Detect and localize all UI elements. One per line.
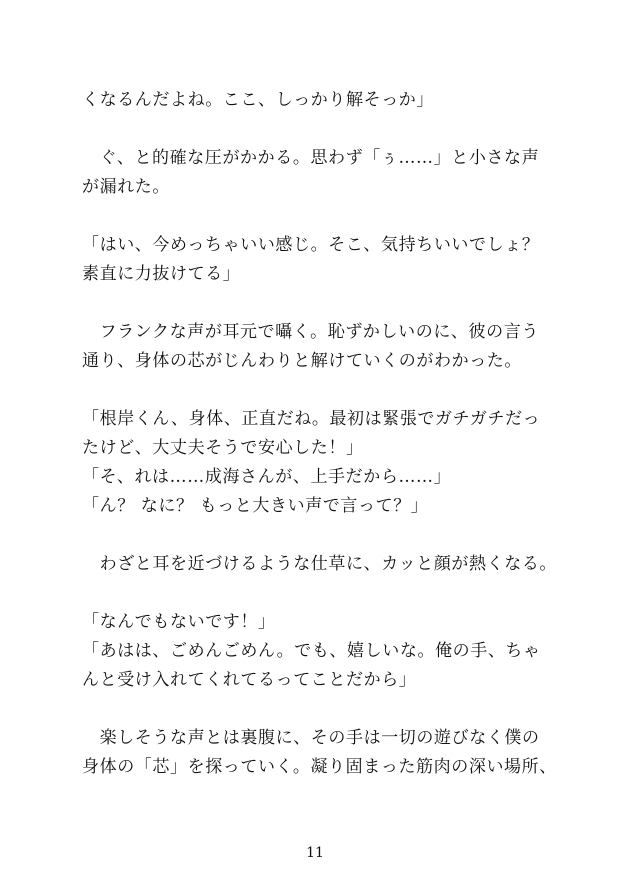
text-line: 楽しそうな声とは裏腹に、その手は一切の遊びなく僕の: [82, 728, 540, 748]
text-line: くなるんだよね。ここ、しっかり解そっか」: [82, 90, 434, 110]
paragraph-gap: [82, 376, 562, 405]
paragraph-gap: [82, 289, 562, 318]
text-line: 「はい、今めっちゃいい感じ。そこ、気持ちいいでしょ？: [82, 235, 540, 255]
text-line: 「そ、れは……成海さんが、上手だから……」: [82, 467, 452, 487]
text-line: わざと耳を近づけるような仕草に、カッと顔が熱くなる。: [82, 554, 558, 574]
text-line: んと受け入れてくれてるってことだから」: [82, 670, 417, 690]
paragraph-gap: [82, 695, 562, 724]
paragraph-gap: [82, 115, 562, 144]
paragraph-gap: [82, 202, 562, 231]
paragraph-gap: [82, 579, 562, 608]
body-text: [82, 86, 562, 782]
text-line: 通り、身体の芯がじんわりと解けていくのがわかった。: [82, 351, 522, 371]
text-line: ぐ、と的確な圧がかかる。思わず「ぅ……」と小さな声: [82, 148, 540, 168]
text-line: 素直に力抜けてる」: [82, 264, 241, 284]
page-number: 11: [306, 845, 324, 861]
text-line: 「根岸くん、身体、正直だね。最初は緊張でガチガチだっ: [82, 409, 541, 429]
text-line: 「ん？ なに？ もっと大きい声で言って？」: [82, 496, 429, 516]
text-line: 「なんでもないです！」: [82, 612, 276, 632]
text-line: たけど、大丈夫そうで安心した！」: [82, 438, 364, 458]
text-line: 「あはは、ごめんごめん。でも、嬉しいな。俺の手、ちゃ: [82, 641, 541, 661]
text-line: が漏れた。: [82, 177, 170, 197]
paragraph-gap: [82, 521, 562, 550]
text-line: フランクな声が耳元で囁く。恥ずかしいのに、彼の言う: [82, 322, 539, 342]
text-line: 身体の「芯」を探っていく。凝り固まった筋肉の深い場所、: [82, 757, 557, 777]
